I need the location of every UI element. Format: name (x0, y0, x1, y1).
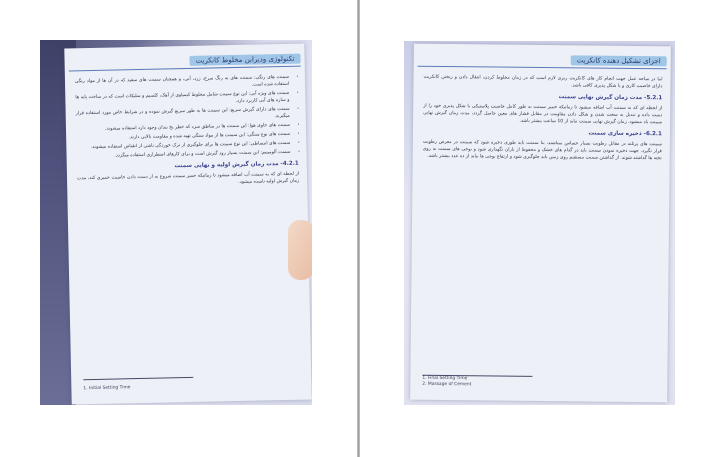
list-item: • سمنت های رنگی: سمنت های به رنگ سرخ، زرد، آبی، و همچنان سمنت های سفید که در آن ها از مواد رنگی استفاده شده است. (75, 74, 289, 92)
right-page-header-title: اجزای تشکیل دهنده کانکریت (571, 55, 667, 66)
right-page-header (418, 52, 667, 70)
left-page-bullet-list (75, 74, 299, 161)
left-page-photo (40, 40, 312, 405)
right-section2-text: سمنت های پرتلند در مقابل رطوبت بسیار حساس میباشند، بنا سمنت باید طوری ذخیره شود که سمنت در معرض رطوبت قرار نگیرد. جهت ذخیره نمودن سمنت باید در گدام های خشک و محفوظ از باران نگهداری شود و بوجی های سمنت به روی تخته ها گذاشته شوند. از گذاشتن سمنت مستقیم روی زمین باید جلوگیری شود و ارتفاع بوجی ها نباید از ده عدد بیشتر باشد. (422, 139, 662, 162)
right-section1-heading: 5.2.1- مدت زمان گیرش نهایی سمنت (558, 94, 663, 102)
right-intro-paragraph: اما در ساحه عمل جهت انجام کار های کانکریت ریزی لازم است که در زمان مخلوط کردن، انتقال دادن و ریختن کانکریت دارای خاصیت کاری و یا شکل پذیری کافی باشد. (423, 74, 663, 90)
list-item: • سمنت های ویژه آبی: این نوع سمنت شامل مخلوط کیمیاوی از آهک، کلسیم و سلیکات است که در ساخت پایه ها و سازه های آبی کاربرد دارد. (75, 90, 289, 108)
right-footnotes (422, 376, 471, 389)
list-item: • سمنت های حاوی هوا: این سمنت ها در مناطق سرد که خطر یخ بندان وجود دارد استفاده میشوند. (76, 122, 290, 133)
left-page-header (68, 52, 300, 72)
left-page-body (75, 74, 299, 193)
right-page-body (423, 74, 663, 165)
center-divider (357, 0, 360, 457)
left-footnote-rule (83, 377, 193, 380)
left-book-page (64, 44, 311, 405)
left-page-header-title: تکنولوژی ودیرابن مخلوط کانکریت (189, 54, 300, 66)
right-section2-heading: 6.2.1- ذخیره سازی سمنت (588, 130, 662, 138)
left-footnote: 1. Initial Setting Time (83, 385, 131, 392)
left-section-heading: 4.2.1- مدت زمان گیرش اولیه و نهایی سمنت (174, 160, 299, 170)
list-item: • سمنت های نوع سنگی: این سمنت ها از مواد سنگی تهیه شده و مقاومت بالایی دارند. (76, 131, 290, 142)
list-item: • سمنت های دارای گیرش سریع: این سمنت ها به طور سریع گیرش نموده و در شرایط خاص مورد استفاده قرار میگیرند. (76, 106, 290, 124)
list-item: • سمنت آلومینیم: این سمنت بسیار زود گیرش است و برای کارهای اضطراری استفاده میگردد. (76, 149, 290, 160)
right-section1-text: از لحظه ای که به سمنت آب اضافه میشود تا زمانیکه خمیر سمنت به طور کامل خاصیت پلاستیکی یا شکل پذیری خود را از دست داده و تبدیل به سخت شدن و شکل دادن مقاومت در مقابل فشار های معین حاصل گردد، مدت زمان گیرش نهایی سمنت یاد میشود. زمان گیرش نهایی سمنت نباید از 10 ساعت بیشتر باشد. (423, 103, 663, 126)
right-footnote-2: 2. Massage of Cement (422, 381, 472, 388)
left-closing-paragraph: از لحظه ای که به سمنت آب اضافه میشود تا زمانیکه خمیر سمنت شروع به از دست دادن خاصیت خمیری کند، مدت زمان گیرش اولیه نامیده میشود. (76, 171, 300, 185)
right-footnote-1: 1. Final Setting Time (422, 375, 468, 382)
list-item: • سمنت های انبساطی: این نوع سمنت ها برای جلوگیری از ترک خوردگی ناشی از انقباض استفاده میشوند. (76, 140, 290, 151)
right-book-page (410, 44, 671, 403)
thumb (288, 220, 312, 280)
right-page-photo (404, 41, 675, 405)
